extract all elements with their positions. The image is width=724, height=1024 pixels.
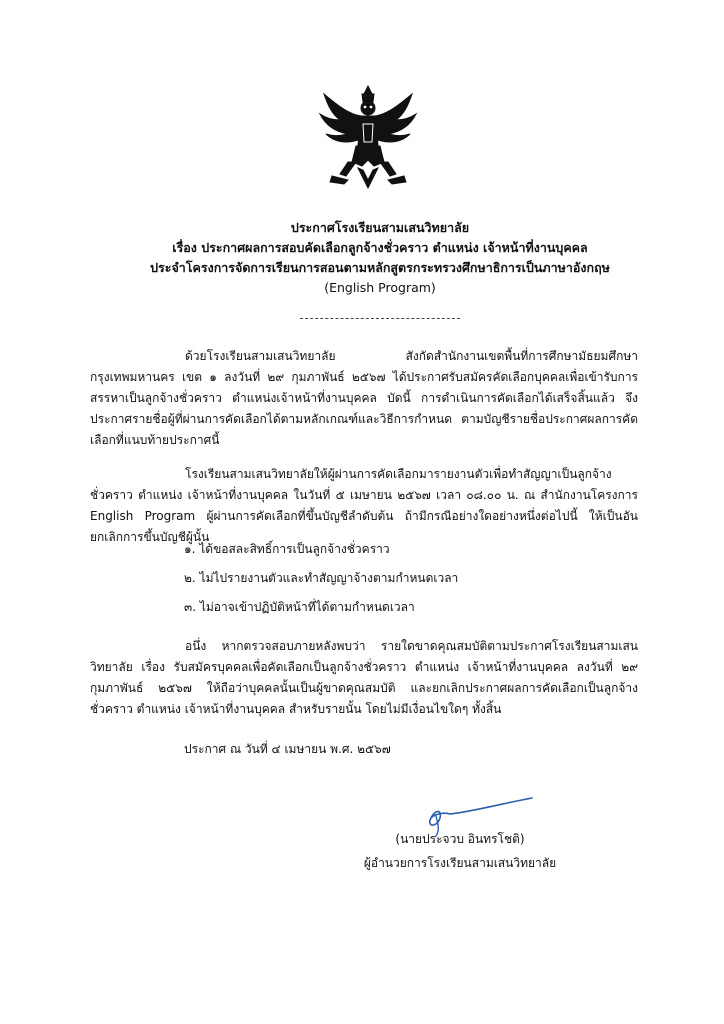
condition-list — [184, 539, 644, 626]
title-line-3: ประจำโครงการจัดการเรียนการสอนตามหลักสูตรกระทรวงศึกษาธิการเป็นภาษาอังกฤษ — [150, 260, 610, 275]
document-title — [100, 218, 660, 298]
list-item: ๓. ไม่อาจเข้าปฏิบัติหน้าที่ได้ตามกำหนดเวลา — [184, 600, 415, 614]
title-line-1: ประกาศโรงเรียนสามเสนวิทยาลัย — [290, 220, 470, 235]
paragraph-2: โรงเรียนสามเสนวิทยาลัยให้ผู้ผ่านการคัดเลือกมารายงานตัวเพื่อทำสัญญาเป็นลูกจ้างชั่วคราว ตำแหน่ง เจ้าหน้าที่งานบุคคล ในวันที่ ๕ เมษายน ๒๕๖๗ เวลา ๐๘.๐๐ น. ณ สำนักงานโครงการ English Program ผู้ผ่านการคัดเลือกที่ขึ้นบัญชีลำดับต้น ถ้ามีกรณีอย่างใดอย่างหนึ่งต่อไปนี้ ให้เป็นอันยกเลิกการขึ้นบัญชีผู้นั้น — [90, 467, 638, 544]
title-line-4: (English Program) — [324, 280, 436, 295]
garuda-emblem-icon — [318, 84, 418, 194]
paragraph-1: ด้วยโรงเรียนสามเสนวิทยาลัย สังกัดสำนักงานเขตพื้นที่การศึกษามัธยมศึกษากรุงเทพมหานคร เขต ๑ ลงวันที่ ๒๙ กุมภาพันธ์ ๒๕๖๗ ได้ประกาศรับสมัครคัดเลือกบุคคลเพื่อเข้ารับการสรรหาเป็นลูกจ้างชั่วคราว ตำแหน่งเจ้าหน้าที่งานบุคคล บัดนี้ การดำเนินการคัดเลือกได้เสร็จสิ้นแล้ว จึงประกาศรายชื่อผู้ที่ผ่านการคัดเลือกได้ตามหลักเกณฑ์และวิธีการกำหนด ตามบัญชีรายชื่อประกาศผลการคัดเลือกที่แนบท้ายประกาศนี้ — [90, 349, 638, 447]
title-line-2: เรื่อง ประกาศผลการสอบคัดเลือกลูกจ้างชั่วคราว ตำแหน่ง เจ้าหน้าที่งานบุคคล — [172, 240, 588, 255]
list-item: ๒. ไม่ไปรายงานตัวและทำสัญญาจ้างตามกำหนดเวลา — [184, 571, 459, 585]
signer-name: (นายประจวบ อินทรโชติ) — [395, 832, 525, 846]
list-item: ๑. ได้ขอสละสิทธิ์การเป็นลูกจ้างชั่วคราว — [184, 542, 390, 556]
signer-position: ผู้อำนวยการโรงเรียนสามเสนวิทยาลัย — [363, 856, 557, 870]
announcement-date: ประกาศ ณ วันที่ ๔ เมษายน พ.ศ. ๒๕๖๗ — [184, 742, 391, 756]
paragraph-3: อนึ่ง หากตรวจสอบภายหลังพบว่า รายใดขาดคุณสมบัติตามประกาศโรงเรียนสามเสนวิทยาลัย เรื่อง รับสมัครบุคคลเพื่อคัดเลือกเป็นลูกจ้างชั่วคราว ตำแหน่ง เจ้าหน้าที่งานบุคคล ลงวันที่ ๒๙ กุมภาพันธ์ ๒๕๖๗ ให้ถือว่าบุคคลนั้นเป็นผู้ขาดคุณสมบัติ และยกเลิกประกาศผลการคัดเลือกเป็นลูกจ้างชั่วคราว ตำแหน่ง เจ้าหน้าที่งานบุคคล สำหรับรายนั้น โดยไม่มีเงื่อนไขใดๆ ทั้งสิ้น — [90, 639, 638, 716]
title-separator — [300, 318, 460, 319]
